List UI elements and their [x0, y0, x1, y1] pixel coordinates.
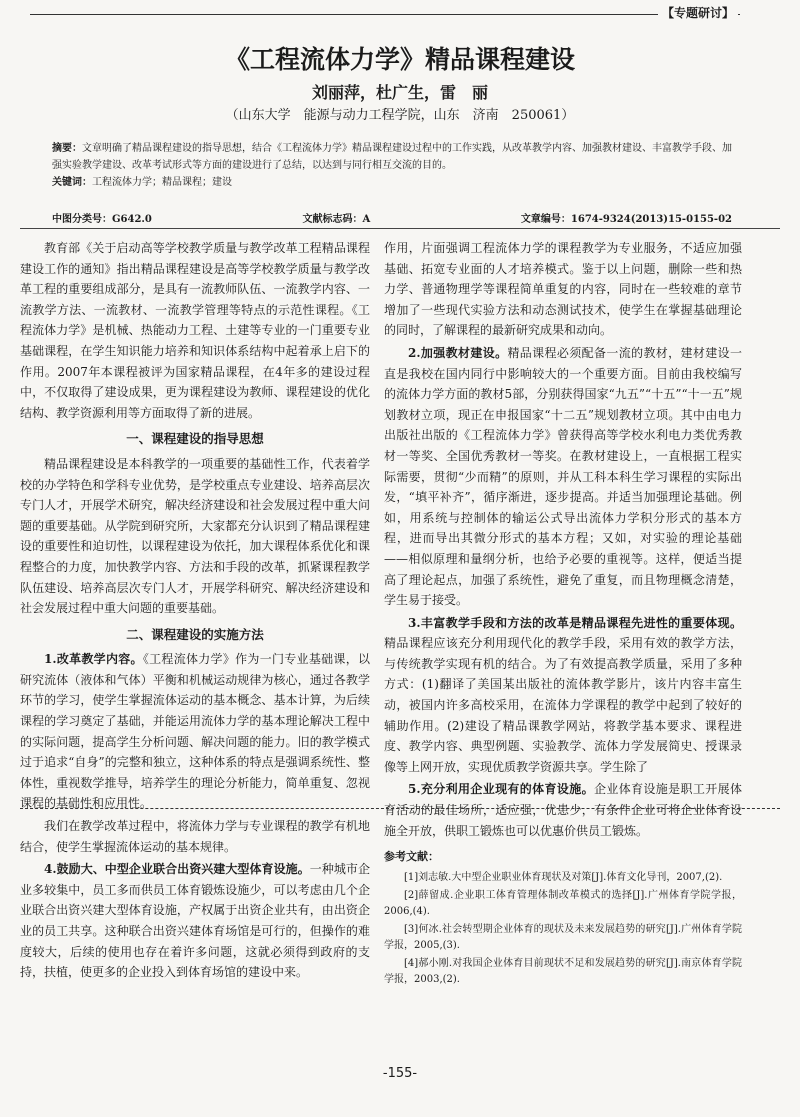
classification-row — [52, 210, 732, 225]
left-column — [20, 238, 370, 1078]
paragraph: 我们在教学改革过程中，将流体力学与专业课程的教学有机地结合，使学生掌握流体运动的基本规律。 — [20, 819, 370, 854]
paragraph — [20, 649, 370, 814]
paragraph-text: 一种城市企业多较集中，员工多而供员工体育锻炼设施少，可以考虑由几个企业联合出资兴建大型体育设施，产权属于出资企业共有，由出资企业的员工共享。这种联合出资兴建体育场馆是可行的，但操作的难度较大，后续的使用也存在着许多问题，这就必须得到政府的支持，扶植，使更多的企业投入到体育场馆的建设中来。 — [20, 862, 370, 980]
dashed-divider — [20, 808, 780, 809]
abstract — [52, 140, 732, 174]
paragraph-text: 精品课程应该充分利用现代化的教学手段，采用有效的教学方法，与传统教学实现有机的结合。为了有效提高教学质量，采用了多种方式：(1)翻译了美国某出版社的流体教学影片，该片内容丰富生动，被国内许多高校采用，在流体力学课程的教学中起到了较好的辅助作用。(2)建设了精品课教学网站，将教学基本要求、课程进度、教学内容、典型例题、实验教学、流体力学发展简史、授课录像等上网开放，实现优质教学资源共享。学生除了 — [384, 636, 742, 774]
item-heading: 1.改革教学内容。 — [44, 652, 143, 667]
reference-item: [2]薛留成.企业职工体育管理体制改革模式的选择[J].广州体育学院学报，2006,(4). — [384, 889, 742, 917]
abstract-block — [52, 140, 732, 191]
section-heading-1: 一、课程建设的指导思想 — [126, 431, 264, 447]
reference-item: [3]何冰.社会转型期企业体育的现状及未来发展趋势的研究[J].广州体育学院学报，2005,(3). — [384, 923, 742, 951]
keywords-text: 工程流体力学；精品课程；建设 — [92, 177, 232, 188]
document-code: 文献标志码：A — [302, 214, 371, 225]
abstract-text: 文章明确了精品课程建设的指导思想，结合《工程流体力学》精品课程建设过程中的工作实践，从改革教学内容、加强教材建设、丰富教学手段、加强实验教学建设、改革考试形式等方面的建设进行了总结，以达到与同行相互交流的目的。 — [52, 143, 732, 171]
item-heading: 3.丰富教学手段和方法的改革是精品课程先进性的重要体现。 — [408, 615, 742, 630]
paragraph — [384, 613, 742, 778]
meta-rule — [20, 228, 780, 229]
references-title: 参考文献： — [384, 850, 439, 864]
abstract-label: 摘要： — [52, 143, 82, 154]
article-number: 文章编号：1674-9324(2013)15-0155-02 — [520, 214, 732, 225]
paragraph: 精品课程建设是本科教学的一项重要的基础性工作，代表着学校的办学特色和学科专业优势，是学校重点专业建设、培养高层次专门人才，开展学术研究，解决经济建设和社会发展过程中重大问题的重要基础。从学院到研究所，大家都充分认识到了精品课程建设的重要性和迫切性，以课程建设为依托，加大课程体系优化和课程整合的力度，加快教学内容、方法和手段的改革，抓紧课程教学队伍建设、培养高层次专门人才，开展学科研究、解决经济建设和社会发展过程中重大问题的重要基础。 — [20, 456, 370, 616]
intro-paragraph: 教育部《关于启动高等学校教学质量与教学改革工程精品课程建设工作的通知》指出精品课程建设是高等学校教学质量与教学改革工程的重要组成部分，是具有一流教师队伍、一流教学内容、一流教学方法、一流教材、一流教学管理等特点的示范性课程。《工程流体力学》是机械、热能动力工程、土建等专业的一门重要专业基础课程，在学生知识能力培养和知识体系结构中起着承上启下的作用。2007年本课程被评为国家精品课程，在4年多的建设过程中，不仅取得了建设成果，更为课程建设为教师、课程建设的优化结构、教学资源利用等方面取得了新的进展。 — [20, 241, 370, 420]
right-column — [384, 238, 742, 1078]
paragraph — [384, 779, 742, 841]
affiliation: （山东大学 能源与动力工程学院，山东 济南 250061） — [225, 108, 575, 123]
item-heading: 4.鼓励大、中型企业联合出资兴建大型体育设施。 — [44, 862, 310, 877]
clc-number: 中图分类号：G642.0 — [52, 214, 152, 225]
paragraph-text: 精品课程必须配备一流的教材，建材建设一直是我校在国内同行中影响较大的一个重要方面。目前由我校编写的流体力学方面的教材5部，分别获得国家“九五”“十五”“十一五”规划教材立项，现正在申报国家“十二五”规划教材立项。其中由电力出版社出版的《工程流体力学》曾获得高等学校水利电力类优秀教材一等奖、全国优秀教材一等奖。在教材建设上，一直根据工程实际需要，贯彻“少而精”的原则，并从工科本科生学习课程的实际出发，“填平补齐”，循序渐进，逐步提高。并适当加强理论基础。例如，用系统与控制体的输运公式导出流体力学积分形式的基本方程，进而导出其微分形式的基本方程；又如，对实验的理论基础——相似原理和量纲分析，也给予必要的重视等。这样，便适当提高了理论起点，加强了系统性，避免了重复，而且物理概念清楚，学生易于接受。 — [384, 345, 742, 608]
keywords — [52, 174, 732, 191]
paragraph-text: 企业体育设施是职工开展体育活动的最佳场所，适应强，优患少，有条件企业可将企业体育设施全开放，供职工锻炼也可以优惠价供员工锻炼。 — [384, 782, 742, 838]
section-heading-2: 二、课程建设的实施方法 — [126, 626, 264, 642]
paragraph — [20, 859, 370, 983]
paragraph-text: 《工程流体力学》作为一门专业基础课，以研究流体（液体和气体）平衡和机械运动规律为核心，通过各教学环节的学习，使学生掌握流体运动的基本概念、基本计算，为后续课程的学习奠定了基础，并能运用流体力学的基本理论解决工程中的实际问题，提高学生分析问题、解决问题的能力。旧的教学模式过于追求“自身”的完整和独立，这种体系的特点是强调系统性、整体性，重视数学推导，培养学生的理论分析能力，简单重复、忽视课程的基础性和应用性。 — [20, 652, 370, 811]
item-heading: 5.充分利用企业现有的体育设施。 — [408, 782, 594, 797]
authors: 刘丽萍，杜广生，雷 丽 — [311, 83, 488, 102]
article-title: 《工程流体力学》精品课程建设 — [224, 45, 575, 74]
keywords-label: 关键词： — [52, 177, 92, 188]
paragraph: 作用，片面强调工程流体力学的课程教学为专业服务，不适应加强基础、拓宽专业面的人才培养模式。鉴于以上问题，删除一些和热力学、普通物理学等课程简单重复的内容，同时在一些较难的章节增加了一些现代实验方法和动态测试技术，使学生在掌握基础理论的同时，了解课程的最新研究成果和动向。 — [384, 241, 742, 338]
page-number: -155- — [382, 1066, 418, 1081]
item-heading: 2.加强教材建设。 — [408, 345, 508, 360]
reference-item: [4]郝小刚.对我国企业体育目前现状不足和发展趋势的研究[J].南京体育学院学报，2003,(2). — [384, 957, 742, 985]
header-rule — [30, 14, 740, 15]
section-tag: 【专题研讨】 — [658, 4, 738, 21]
reference-item: [1]刘志敏.大中型企业职业体育现状及对策[J].体育文化导刊，2007,(2). — [404, 871, 723, 883]
paragraph — [384, 343, 742, 611]
